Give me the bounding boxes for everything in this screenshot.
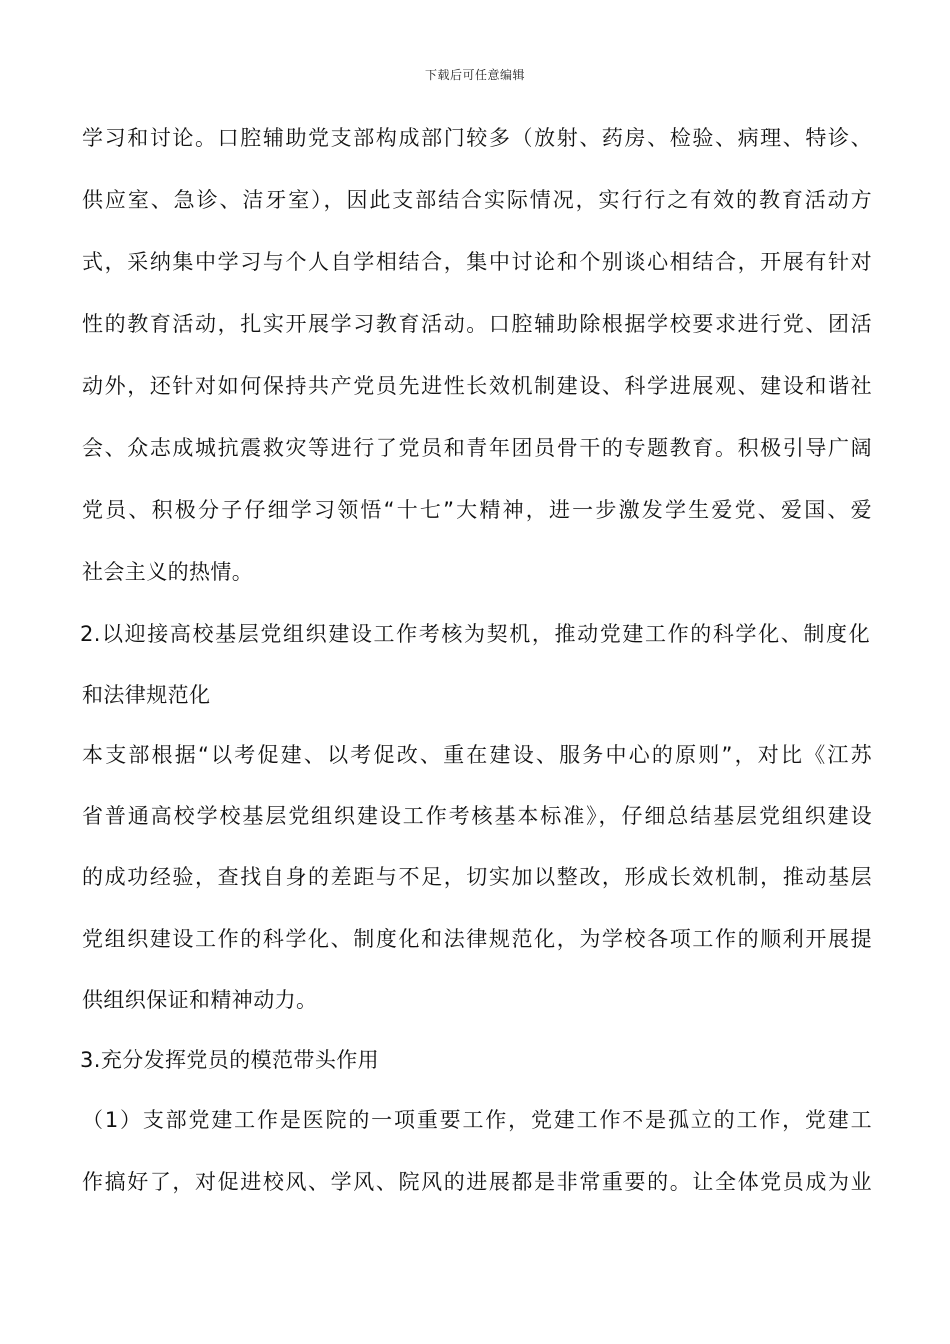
body-line: 供应室、急诊、洁牙室），因此支部结合实际情况，实行行之有效的教育活动方 xyxy=(82,188,872,212)
body-line: 党组织建设工作的科学化、制度化和法律规范化，为学校各项工作的顺利开展提 xyxy=(82,927,872,951)
body-line: 作搞好了，对促进校风、学风、院风的进展都是非常重要的。让全体党员成为业 xyxy=(82,1170,872,1194)
body-line: 党员、积极分子仔细学习领悟“十七”大精神，进一步激发学生爱党、爱国、爱 xyxy=(82,498,872,522)
section-heading-line: 3.充分发挥党员的模范带头作用 xyxy=(80,1048,380,1072)
body-line: 供组织保证和精神动力。 xyxy=(82,988,318,1012)
body-line: 会、众志成城抗震救灾等进行了党员和青年团员骨干的专题教育。积极引导广阔 xyxy=(82,436,872,460)
body-line: 式，采纳集中学习与个人自学相结合，集中讨论和个别谈心相结合，开展有针对 xyxy=(82,250,872,274)
body-line: 省普通高校学校基层党组织建设工作考核基本标准》，仔细总结基层党组织建设 xyxy=(82,804,872,828)
body-line: 性的教育活动，扎实开展学习教育活动。口腔辅助除根据学校要求进行党、团活 xyxy=(82,312,872,336)
section-heading-line: 和法律规范化 xyxy=(82,683,211,707)
body-line: 社会主义的热情。 xyxy=(82,560,254,584)
section-heading-line: 2.以迎接高校基层党组织建设工作考核为契机，推动党建工作的科学化、制度化 xyxy=(80,622,870,646)
body-line: 的成功经验，查找自身的差距与不足，切实加以整改，形成长效机制，推动基层 xyxy=(82,865,872,889)
body-line: 本支部根据“以考促建、以考促改、重在建设、服务中心的原则”，对比《江苏 xyxy=(82,743,872,767)
page-header: 下载后可任意编辑 xyxy=(424,68,525,82)
body-line: 动外，还针对如何保持共产党员先进性长效机制建设、科学进展观、建设和谐社 xyxy=(82,374,872,398)
body-line: 学习和讨论。口腔辅助党支部构成部门较多（放射、药房、检验、病理、特诊、 xyxy=(82,126,872,150)
body-line: （1）支部党建工作是医院的一项重要工作，党建工作不是孤立的工作，党建工 xyxy=(82,1108,872,1132)
